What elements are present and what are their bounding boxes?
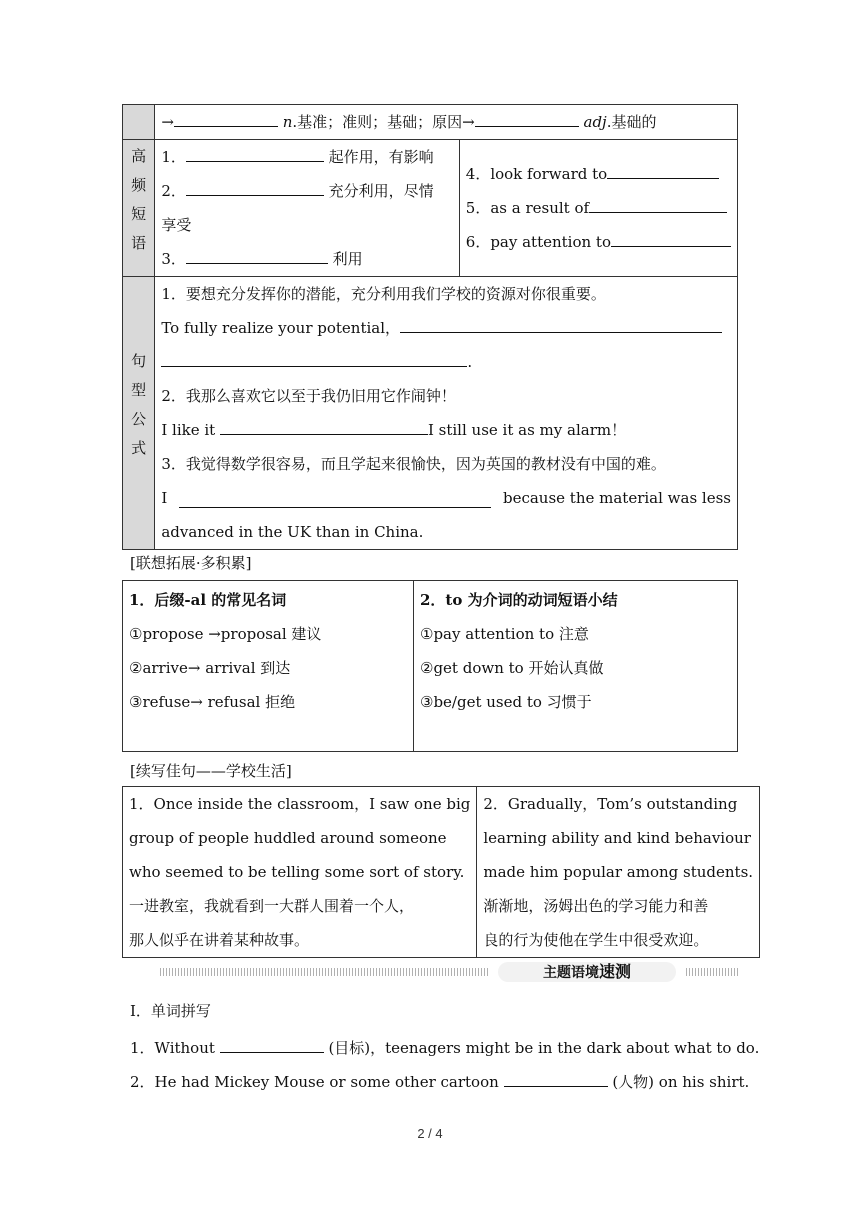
answer-blank xyxy=(504,1068,608,1087)
answer-blank xyxy=(161,348,467,367)
answer-blank xyxy=(400,314,722,333)
page-number: 2 / 4 xyxy=(417,1126,443,1141)
expand-right-cell xyxy=(414,581,738,752)
item-number: 3． xyxy=(161,250,186,268)
exercise-question xyxy=(130,1068,749,1092)
row-label: 句型公式 xyxy=(129,353,148,469)
phrase-text: 4．look forward to xyxy=(465,165,608,183)
table-row xyxy=(123,277,738,550)
text-line: group of people huddled around someone xyxy=(129,829,447,847)
row-header-phrases xyxy=(123,140,155,277)
text-line: learning ability and kind behaviour xyxy=(483,829,751,847)
part-of-speech: adj xyxy=(583,113,607,131)
phrases-left-cell xyxy=(155,140,459,277)
phrase-text: 6．pay attention to xyxy=(465,233,611,251)
text-line: made him popular among students. xyxy=(483,863,754,881)
text-line: 良的行为使他在学生中很受欢迎。 xyxy=(483,931,709,949)
text-line: 1．Once inside the classroom，I saw one big xyxy=(129,795,471,813)
item-number: 1． xyxy=(161,148,186,166)
expand-left-cell xyxy=(123,581,414,752)
answer-blank xyxy=(220,416,428,435)
question-text: 2．He had Mickey Mouse or some other cartoon xyxy=(130,1073,504,1091)
list-item: ③refuse→ refusal 拒绝 xyxy=(129,693,296,711)
sentence-chinese: 2．我那么喜欢它以至于我仍旧用它作闹钟！ xyxy=(161,387,456,405)
answer-blank xyxy=(186,245,328,264)
sentence-english: advanced in the UK than in China. xyxy=(161,523,424,541)
answer-blank xyxy=(589,194,727,213)
meaning-text: 充分利用，尽情 xyxy=(323,182,434,200)
answer-blank xyxy=(220,1034,324,1053)
row-header-blank xyxy=(123,105,155,140)
answer-blank xyxy=(179,489,491,508)
sentence-chinese: 1．要想充分发挥你的潜能，充分利用我们学校的资源对你很重要。 xyxy=(161,285,606,303)
answer-blank xyxy=(475,108,579,127)
list-item: ②get down to 开始认真做 xyxy=(420,659,604,677)
writing-table xyxy=(122,786,760,958)
answer-blank xyxy=(611,228,731,247)
banner-badge xyxy=(498,962,676,982)
meaning-text: .基准；准则；基础；原因 xyxy=(292,113,463,131)
list-item: ①propose →proposal 建议 xyxy=(129,625,322,643)
sentence-english: To fully realize your potential， xyxy=(161,319,401,337)
text-line: 那人似乎在讲着某种故事。 xyxy=(129,931,310,949)
list-title: 1．后缀-al 的常见名词 xyxy=(129,591,287,609)
sentence-english: I like it xyxy=(161,421,220,439)
list-item: ②arrive→ arrival 到达 xyxy=(129,659,291,677)
writing-left-cell xyxy=(123,787,477,958)
answer-blank xyxy=(186,143,324,162)
table-row xyxy=(123,105,738,140)
text-line: 2．Gradually，Tom’s outstanding xyxy=(483,795,738,813)
sentence-end: . xyxy=(467,353,473,371)
text-line: 一进教室，我就看到一大群人围着一个人， xyxy=(129,897,415,915)
table-row xyxy=(123,140,738,277)
answer-blank xyxy=(174,108,278,127)
expand-table xyxy=(122,580,738,752)
item-number: 2． xyxy=(161,182,186,200)
sentence-english: because the material was less xyxy=(502,489,731,507)
sentences-cell xyxy=(155,277,738,550)
exercise-heading: Ⅰ．单词拼写 xyxy=(130,1002,211,1020)
question-text: (目标)，teenagers might be in the dark about what to do. xyxy=(323,1039,760,1057)
writing-right-cell xyxy=(477,787,760,958)
vocab-table xyxy=(122,104,738,550)
meaning-text: .基础的 xyxy=(606,113,657,131)
phrase-text: 5．as a result of xyxy=(465,199,590,217)
banner-text: 主题语境 xyxy=(542,965,599,981)
text-line: 渐渐地，汤姆出色的学习能力和善 xyxy=(483,897,709,915)
meaning-text: 利用 xyxy=(327,250,363,268)
word-forms-cell xyxy=(155,105,738,140)
list-item: ③be/get used to 习惯于 xyxy=(420,693,592,711)
row-header-sentences xyxy=(123,277,155,550)
list-item: ①pay attention to 注意 xyxy=(420,625,589,643)
answer-blank xyxy=(607,160,719,179)
meaning-text: 起作用，有影响 xyxy=(323,148,434,166)
part-of-speech: n xyxy=(282,113,293,131)
banner-text-emphasis: 速测 xyxy=(598,962,631,981)
meaning-text: 享受 xyxy=(161,216,192,234)
row-label: 高频短语 xyxy=(129,148,148,264)
sentence-chinese: 3．我觉得数学很容易，而且学起来很愉快，因为英国的教材没有中国的难。 xyxy=(161,455,666,473)
arrow: → xyxy=(161,113,174,131)
banner-stripe-right xyxy=(686,968,738,976)
exercise-question xyxy=(130,1034,759,1058)
sentence-english: I xyxy=(161,489,168,507)
text-line: who seemed to be telling some sort of story. xyxy=(129,863,465,881)
section-title: [续写佳句——学校生活] xyxy=(130,762,292,780)
question-text: 1．Without xyxy=(130,1039,220,1057)
phrases-right-cell xyxy=(459,140,737,277)
banner-stripe-left xyxy=(160,968,490,976)
question-text: (人物) on his shirt. xyxy=(607,1073,750,1091)
answer-blank xyxy=(186,177,324,196)
section-banner xyxy=(160,962,738,982)
section-title: [联想拓展·多积累] xyxy=(130,554,252,572)
sentence-english: I still use it as my alarm！ xyxy=(427,421,627,439)
list-title: 2．to 为介词的动词短语小结 xyxy=(420,591,618,609)
arrow: → xyxy=(462,113,475,131)
